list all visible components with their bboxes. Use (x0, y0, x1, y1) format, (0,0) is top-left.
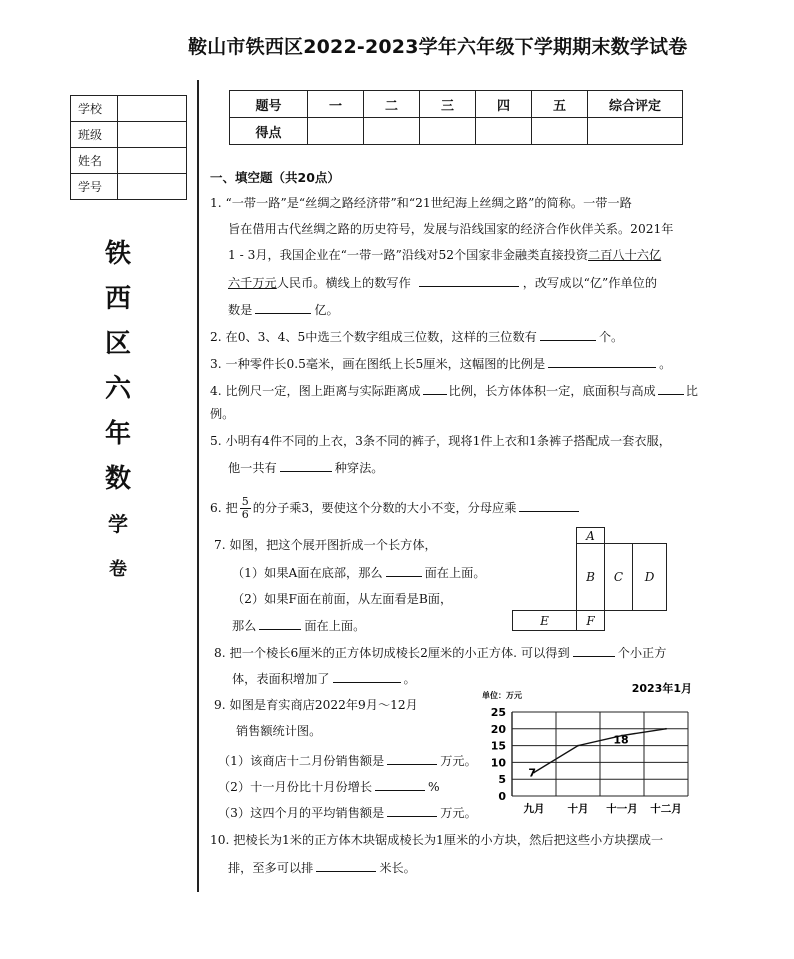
q8-line: 体，表面积增加了 。 (232, 672, 416, 686)
q1-underlined-number: 二百八十六亿 (588, 248, 662, 262)
q4-line: 例。 (210, 407, 235, 421)
y-tick-label: 15 (490, 739, 506, 753)
chart-unit-label: 单位：万元 (482, 691, 522, 700)
net-face-c: C (604, 543, 633, 611)
q7-blank-1[interactable] (386, 564, 422, 577)
chart-title: 2023年1月 (631, 682, 692, 695)
student-info-table (70, 95, 187, 200)
q9-line: 9. 如图是育实商店2022年9月～12月 (214, 698, 418, 712)
vertical-title-char: 学 (108, 512, 128, 536)
binding-line (197, 80, 199, 892)
vertical-title-char: 西 (104, 284, 131, 314)
q10-blank[interactable] (316, 859, 376, 872)
q1-line: 1 - 3月，我国企业在“一带一路”沿线对52个国家非金融类直接投资二百八十六亿 (228, 248, 662, 262)
q1-blank-number[interactable] (419, 274, 519, 287)
sales-data-point (577, 745, 579, 747)
section-heading: 一、填空题（共20点） (210, 170, 340, 185)
class-field[interactable] (118, 122, 187, 148)
q10-line: 10. 把棱长为1米的正方体木块锯成棱长为1厘米的小方块，然后把这些小方块摆成一 (210, 833, 664, 847)
q6-fraction: $\frac{5}{6}$ (241, 495, 249, 521)
q3-blank[interactable] (548, 355, 656, 368)
vertical-title-char: 六 (104, 374, 131, 404)
vertical-title-char: 区 (104, 329, 131, 359)
score-header: 四 (476, 91, 532, 118)
info-label-id: 学号 (71, 174, 118, 200)
q8-blank-2[interactable] (333, 670, 401, 683)
q3-line: 3. 一种零件长0.5毫米，画在图纸上长5厘米，这幅图的比例是 。 (210, 357, 672, 371)
q4-blank-1[interactable] (423, 382, 447, 395)
q6-blank[interactable] (519, 499, 579, 512)
q9-line: （2）十一月份比十月份增长 % (218, 780, 440, 794)
q6-line: 6. 把 $\frac{5}{6}$ 的分子乘3，要使这个分数的大小不变，分母应乘 (210, 496, 582, 521)
q9-line: （3）这四个月的平均销售额是 万元。 (218, 806, 477, 820)
q1-line: 旨在借用古代丝绸之路的历史符号，发展与沿线国家的经济合作伙伴关系。2021年 (228, 222, 674, 236)
score-cell[interactable] (420, 118, 476, 145)
info-label-class: 班级 (71, 122, 118, 148)
x-tick-label: 十月 (567, 803, 589, 815)
y-tick-label: 20 (490, 722, 506, 736)
student-id-field[interactable] (118, 174, 187, 200)
q7-line: 那么 面在上面。 (232, 619, 366, 633)
info-label-name: 姓名 (71, 148, 118, 174)
y-tick-label: 25 (490, 706, 506, 719)
q7-line: 7. 如图，把这个展开图折成一个长方体， (214, 538, 437, 552)
q4-blank-2[interactable] (658, 382, 684, 395)
q7-line: （2）如果F面在前面，从左面看是B面， (232, 592, 453, 606)
q9-blank-2[interactable] (375, 778, 425, 791)
q8-line: 8. 把一个棱长6厘米的正方体切成棱长2厘米的小正方体. 可以得到 个小正方 (214, 646, 667, 660)
score-cell[interactable] (308, 118, 364, 145)
net-face-f: F (576, 610, 605, 631)
q9-line: （1）该商店十二月份销售额是 万元。 (218, 754, 477, 768)
q2-line: 2. 在0、3、4、5中选三个数字组成三位数，这样的三位数有 个。 (210, 330, 624, 344)
net-face-b: B (576, 543, 605, 611)
vertical-title-char: 卷 (109, 559, 127, 577)
q1-line: 1. “一带一路”是“丝绸之路经济带”和“21世纪海上丝绸之路”的简称。一带一路 (210, 196, 632, 210)
q5-line: 他一共有 种穿法。 (228, 461, 384, 475)
q10-line: 排，至多可以排 米长。 (228, 861, 416, 875)
x-tick-label: 十一月 (606, 803, 638, 815)
name-field[interactable] (118, 148, 187, 174)
q5-blank[interactable] (280, 459, 332, 472)
sales-data-point (665, 728, 667, 730)
vertical-title-char: 铁 (104, 239, 131, 269)
score-header: 综合评定 (588, 91, 683, 118)
y-tick-label: 0 (498, 790, 506, 803)
vertical-title-char: 年 (104, 419, 131, 449)
q5-line: 5. 小明有4件不同的上衣，3条不同的裤子，现将1件上衣和1条裤子搭配成一套衣服， (210, 434, 671, 448)
net-face-a: A (576, 527, 605, 544)
score-header: 题号 (230, 91, 308, 118)
info-label-school: 学校 (71, 96, 118, 122)
q7-line: （1）如果A面在底部，那么 面在上面。 (232, 566, 486, 580)
q4-line: 4. 比例尺一定，图上距离与实际距离成 比例，长方体体积一定，底面积与高成 比 (210, 384, 698, 398)
x-tick-label: 九月 (523, 803, 545, 815)
score-cell[interactable] (588, 118, 683, 145)
page-title: 鞍山市铁西区2022-2023学年六年级下学期期末数学试卷 (188, 36, 688, 58)
q1-line: 数是 亿。 (228, 303, 339, 317)
q9-blank-3[interactable] (387, 804, 437, 817)
score-header: 二 (364, 91, 420, 118)
q8-blank-1[interactable] (573, 644, 615, 657)
school-field[interactable] (118, 96, 187, 122)
net-face-e: E (512, 610, 577, 631)
y-tick-label: 5 (498, 773, 506, 787)
q9-line: 销售额统计图。 (236, 724, 322, 738)
x-tick-label: 十二月 (650, 803, 682, 815)
q1-line: 六千万元人民币。横线上的数写作 ，改写成以“亿”作单位的 (228, 276, 658, 290)
data-label: 18 (613, 733, 629, 747)
net-face-d: D (632, 543, 667, 611)
q7-blank-2[interactable] (259, 617, 301, 630)
score-header: 五 (532, 91, 588, 118)
q9-blank-1[interactable] (387, 752, 437, 765)
q1-blank-yi[interactable] (255, 301, 311, 314)
vertical-title (96, 232, 140, 577)
vertical-title-char: 数 (104, 464, 131, 494)
score-header: 一 (308, 91, 364, 118)
score-cell[interactable] (532, 118, 588, 145)
score-cell[interactable] (364, 118, 420, 145)
score-row-label: 得点 (230, 118, 308, 145)
data-label: 7 (528, 766, 536, 780)
score-cell[interactable] (476, 118, 532, 145)
q2-blank[interactable] (540, 328, 596, 341)
score-header: 三 (420, 91, 476, 118)
y-tick-label: 10 (490, 756, 506, 770)
score-table (229, 90, 683, 145)
sales-line-chart (470, 676, 700, 824)
